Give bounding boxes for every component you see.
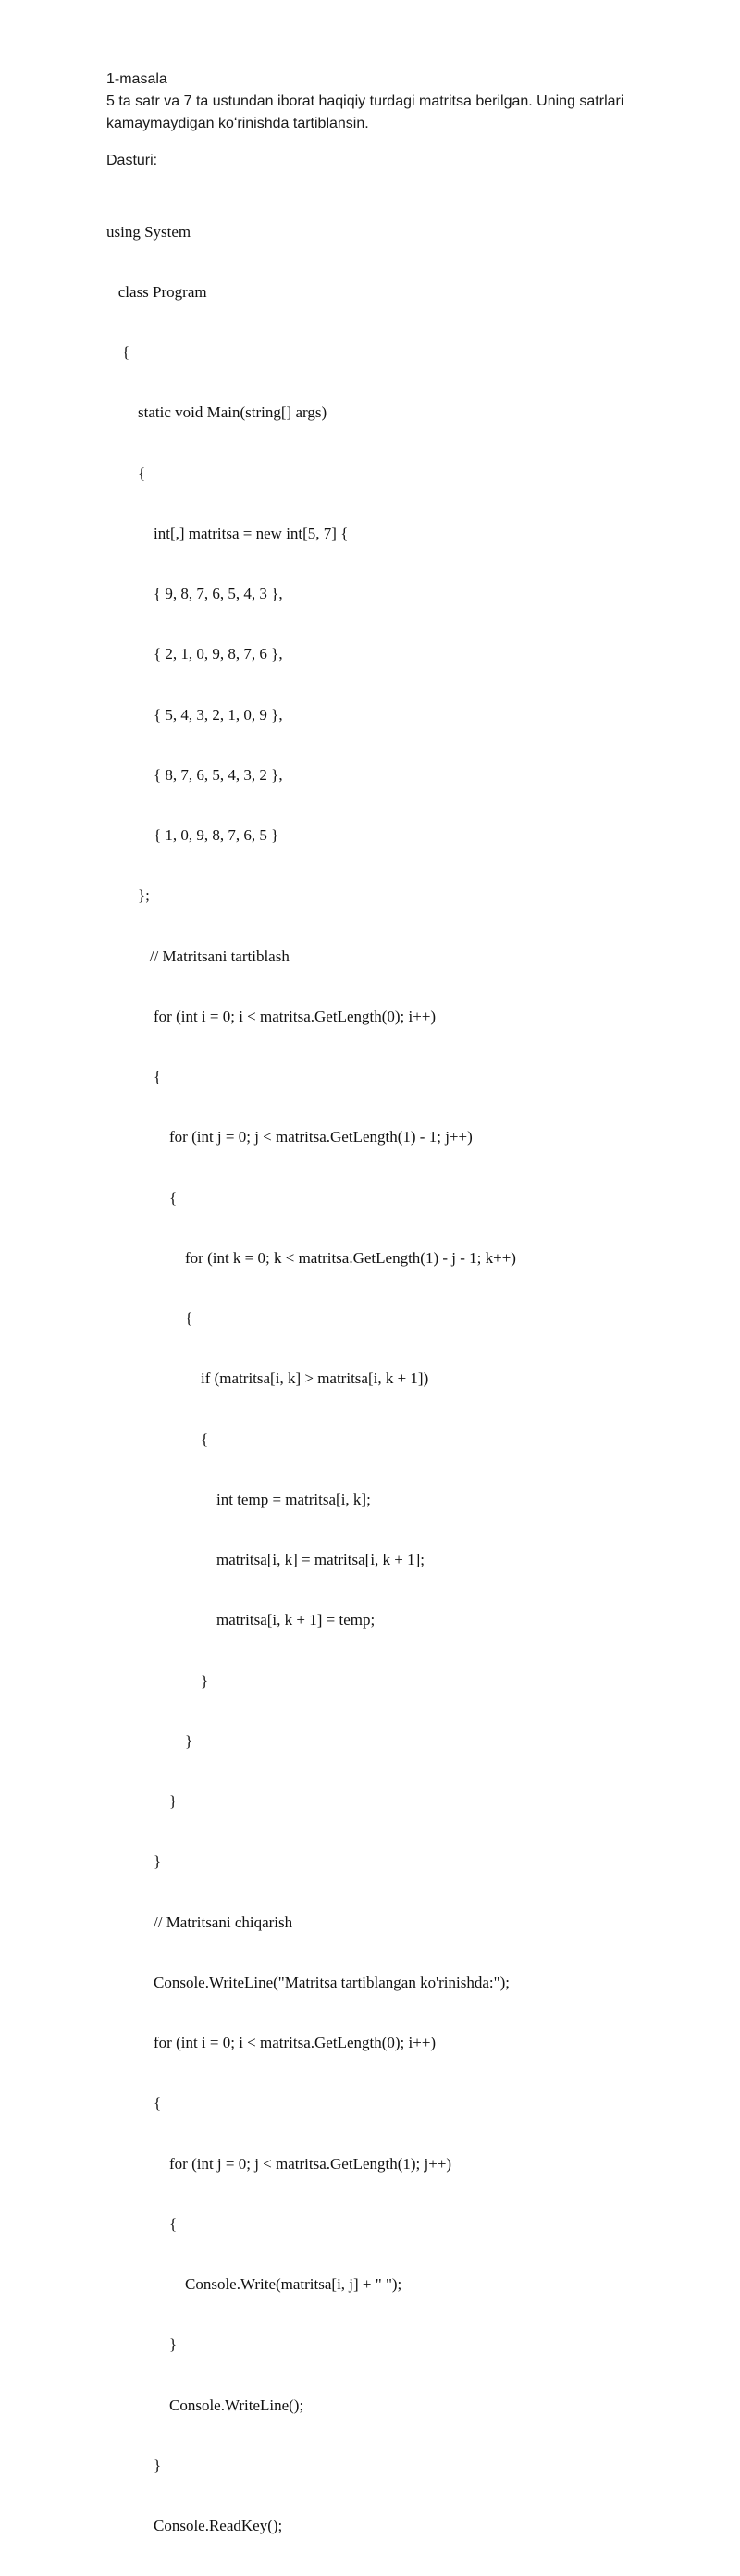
code-line: for (int k = 0; k < matritsa.GetLength(1) - j - 1; k++) [106,1248,516,1267]
code-line: { [106,2094,162,2112]
problem-intro [106,68,698,172]
code-line: Console.WriteLine(); [106,2396,304,2414]
code-line: using System [106,222,191,241]
code-line: { [106,464,146,482]
code-line: { 1, 0, 9, 8, 7, 6, 5 } [106,826,279,844]
problem-title: 1-masala [106,71,167,87]
code-line: // Matritsani chiqarish [106,1913,293,1931]
code-line: { 5, 4, 3, 2, 1, 0, 9 }, [106,705,283,724]
code-line: { [106,1068,162,1085]
code-line: for (int i = 0; i < matritsa.GetLength(0); i++) [106,1007,437,1025]
code-line: for (int j = 0; j < matritsa.GetLength(1) - 1; j++) [106,1128,473,1146]
code-line: { [106,1309,193,1327]
code-line: int temp = matritsa[i, k]; [106,1490,371,1508]
code-line: }; [106,886,150,905]
code-line: if (matritsa[i, k] > matritsa[i, k + 1]) [106,1369,429,1388]
code-listing [106,181,698,2576]
code-line: matritsa[i, k] = matritsa[i, k + 1]; [106,1551,426,1568]
code-line: { [106,343,130,361]
code-line: int[,] matritsa = new int[5, 7] { [106,524,349,542]
code-line: { [106,1430,209,1448]
code-line: matritsa[i, k + 1] = temp; [106,1611,376,1629]
program-label: Dasturi: [106,153,158,168]
code-line: } [106,1792,178,1810]
code-line: for (int i = 0; i < matritsa.GetLength(0); i++) [106,2034,437,2051]
code-line: { 9, 8, 7, 6, 5, 4, 3 }, [106,585,283,602]
code-line: { [106,1188,178,1207]
code-line: Console.ReadKey(); [106,2517,283,2534]
code-line: { 8, 7, 6, 5, 4, 3, 2 }, [106,765,283,784]
code-line: static void Main(string[] args) [106,403,327,422]
code-line: } [106,2456,162,2474]
code-line: Console.Write(matritsa[i, j] + " "); [106,2275,402,2293]
problem-statement: 5 ta satr va 7 ta ustundan iborat haqiqiy turdagi matritsa berilgan. Uning satrlari kamaymaydigan koʻrinishda tartiblansin. [106,93,624,131]
code-line: } [106,1671,209,1690]
code-line: // Matritsani tartiblash [106,947,290,965]
code-line: } [106,1731,193,1750]
code-line: } [106,1852,162,1871]
code-line: { [106,2214,178,2233]
code-line: { 2, 1, 0, 9, 8, 7, 6 }, [106,645,283,663]
code-line: for (int j = 0; j < matritsa.GetLength(1); j++) [106,2154,452,2173]
code-line: class Program [106,282,207,301]
code-line: } [106,2335,178,2354]
code-line: Console.WriteLine("Matritsa tartiblangan ko'rinishda:"); [106,1973,510,1991]
